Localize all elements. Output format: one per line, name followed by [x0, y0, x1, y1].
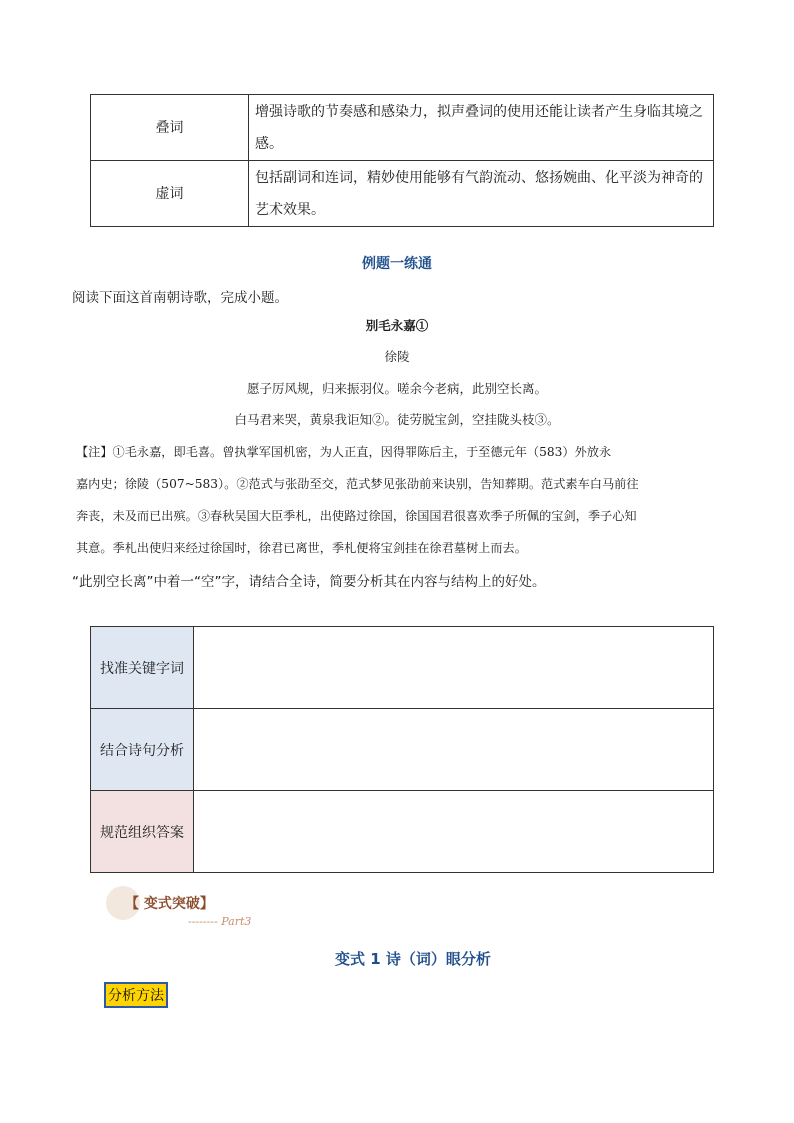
desc-cell: [249, 161, 714, 227]
method-label: 分析方法: [104, 982, 168, 1008]
steps-table: [90, 626, 714, 873]
answer-cell[interactable]: [194, 709, 714, 791]
answer-cell[interactable]: [194, 627, 714, 709]
term-cell: 叠词: [91, 95, 249, 161]
desc-line: 包括副词和连词，精妙使用能够有气韵流动、悠扬婉曲、化平淡为神奇的: [255, 169, 703, 186]
annotation-line: 其意。季札出使归来经过徐国时，徐君已离世，季札便将宝剑挂在徐君墓树上而去。: [76, 541, 527, 555]
table-row: [91, 627, 714, 709]
step-label: 找准关键字词: [91, 627, 194, 709]
step-label: 结合诗句分析: [91, 709, 194, 791]
step-label: 规范组织答案: [91, 791, 194, 873]
annotation-line: 嘉内史；徐陵（507~583）。②范式与张劭至交，范式梦见张劭前来诀别，告知葬期。范式素车白马前往: [76, 477, 639, 491]
term-cell: 虚词: [91, 161, 249, 227]
variant-title: 变式 1 诗（词）眼分析: [335, 950, 491, 968]
poem-line: 白马君来哭，黄泉我讵知②。徒劳脱宝剑，空挂陇头枝③。: [234, 412, 560, 427]
part-badge: 【 变式突破】: [125, 896, 214, 912]
term-table: [90, 94, 714, 227]
question-text: “此别空长离”中着一“空”字，请结合全诗，简要分析其在内容与结构上的好处。: [72, 574, 546, 590]
desc-line: 艺术效果。: [255, 201, 325, 218]
desc-line: 增强诗歌的节奏感和感染力，拟声叠词的使用还能让读者产生身临其境之: [255, 103, 703, 120]
instruction-text: 阅读下面这首南朝诗歌，完成小题。: [72, 290, 288, 306]
table-row: [91, 709, 714, 791]
table-row: [91, 791, 714, 873]
part-tag: -------- Part3: [188, 915, 252, 928]
table-row: [91, 95, 714, 161]
section-title: 例题一练通: [362, 256, 432, 272]
poem-author: 徐陵: [384, 349, 410, 364]
desc-cell: [249, 95, 714, 161]
answer-cell[interactable]: [194, 791, 714, 873]
poem-line: 愿子厉风规，归来振羽仪。嗟余今老病，此别空长离。: [246, 381, 547, 396]
annotation-line: 【注】①毛永嘉，即毛喜。曾执掌军国机密，为人正直，因得罪陈后主，于至德元年（583）外放永: [76, 445, 612, 459]
table-row: [91, 161, 714, 227]
desc-line: 感。: [255, 135, 283, 152]
annotation-line: 奔丧，未及而已出殡。③春秋吴国大臣季札，出使路过徐国，徐国国君很喜欢季子所佩的宝剑，季子心知: [76, 509, 637, 523]
annotation: [76, 436, 718, 564]
poem-title: 别毛永嘉①: [365, 318, 429, 333]
